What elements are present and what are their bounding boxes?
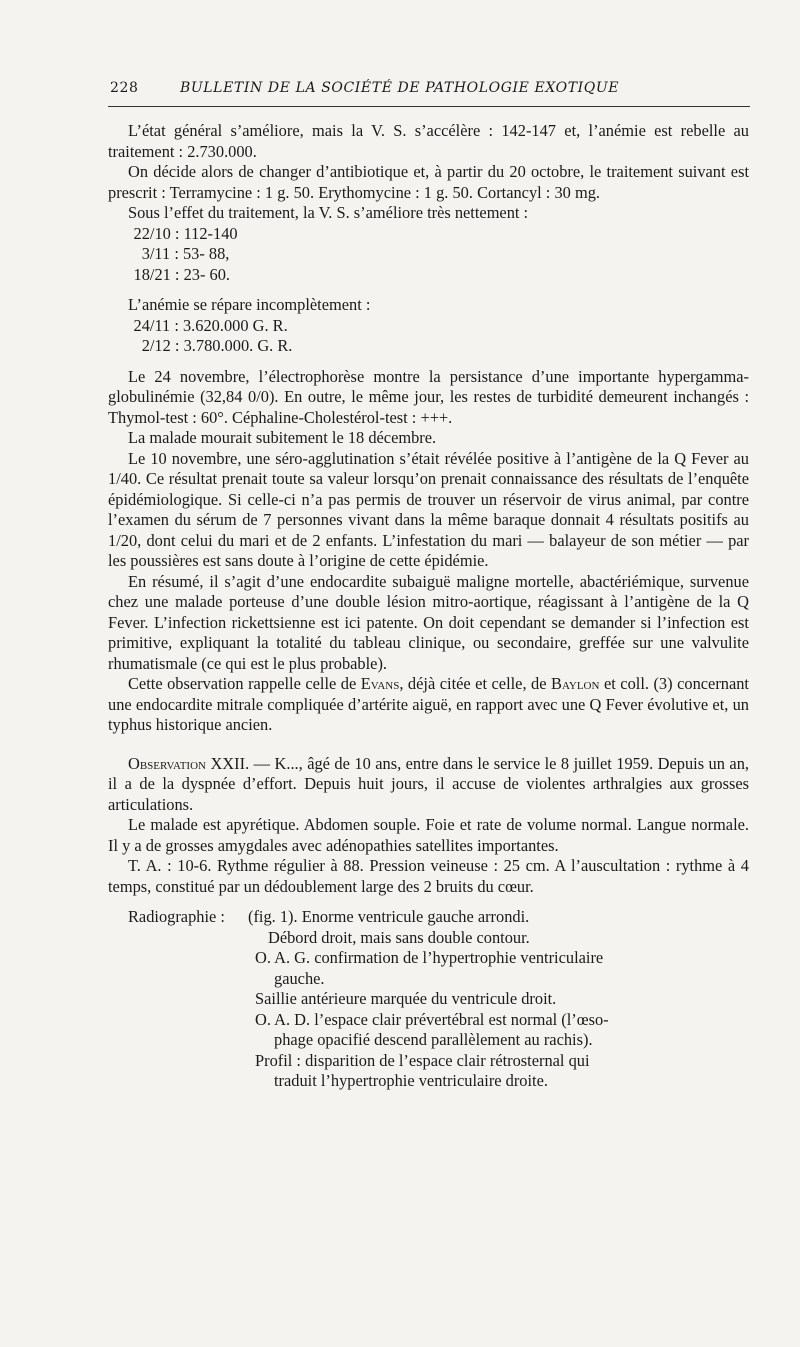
author-name: Baylon [551, 674, 600, 693]
radiography-items [248, 907, 749, 948]
paragraph: L’anémie se répare incomplètement : [128, 295, 371, 314]
paragraph: Sous l’effet du traitement, la V. S. s’améliore très nettement : [128, 203, 529, 222]
paragraph: On décide alors de changer d’antibiotique et, à partir du 20 octobre, le traitement suivant est prescrit : Terramycine : 1 g. 50. Erythomycine : 1 g. 50. Cortancyl : 30 mg. [108, 162, 749, 202]
paragraph: Le malade est apyrétique. Abdomen souple. Foie et rate de volume normal. Langue normale. Il y a de grosses amygdales avec adénopathies satellites importantes. [108, 815, 749, 855]
paragraph-evans: Cette observation rappelle celle de Evans, déjà citée et celle, de Baylon et coll. (3) concernant une endocardite mitrale compliquée d’artérite aiguë, en rapport avec une Q Fever évolutive et, un typhus historique ancien. [108, 674, 749, 734]
radiography-sub-block [108, 948, 749, 1092]
vs-values-list [108, 224, 749, 286]
radiography-line: gauche. [274, 968, 325, 988]
radiography-line: traduit l’hypertrophie ventriculaire droite. [274, 1071, 548, 1090]
paragraph: T. A. : 10-6. Rythme régulier à 88. Pression veineuse : 25 cm. A l’auscultation : rythme à 4 temps, constitué par un dédoublement large des 2 bruits du cœur. [108, 856, 749, 896]
anemia-values-list [108, 316, 749, 357]
list-item: 24/11 : 3.620.000 G. R. [133, 315, 288, 335]
radiography-block [108, 907, 749, 948]
paragraph: L’état général s’améliore, mais la V. S. s’accélère : 142-147 et, l’anémie est rebelle au traitement : 2.730.000. [108, 121, 749, 161]
radiography-line: O. A. D. l’espace clair prévertébral est normal (l’œso- [255, 1009, 609, 1029]
radiography-label: Radiographie : [128, 907, 225, 926]
paragraph: Le 24 novembre, l’électrophorèse montre la persistance d’une importante hypergamma-globulinémie (32,84 0/0). En outre, le même jour, les restes de turbidité demeurent inchangés : Thymol-test : 60°. Céphaline-Cholestérol-test : +++. [108, 366, 749, 427]
list-item: 18/21 : 23- 60. [133, 264, 231, 284]
list-item: 22/10 : 112-140 [133, 223, 238, 243]
journal-title: BULLETIN DE LA SOCIÉTÉ DE PATHOLOGIE EXOTIQUE [180, 80, 620, 96]
observation-paragraph: Observation XXII. — K..., âgé de 10 ans, entre dans le service le 8 juillet 1959. Depuis un an, il a de la dyspnée d’effort. Depuis huit jours, il accuse de violentes arthralgies aux grosses articulations. [108, 753, 749, 814]
list-item: 3/11 : 53- 88, [141, 244, 230, 263]
paragraph: Le 10 novembre, une séro-agglutination s’était révélée positive à l’antigène de la Q Fever au 1/40. Ce résultat prenait toute sa valeur lorsqu’on prenait connaissance des résultats de l’enquête épidémiologique. Si celle-ci n’a pas permis de trouver un réservoir de virus animal, par contre l’examen du sérum de 7 personnes vivant dans la même baraque donnait 4 résultats positifs au 1/20, dont celui du mari et de 2 enfants. L’infestation du mari — balayeur de son métier — par les poussières est sans doute à l’origine de cette épidémie. [108, 448, 749, 570]
observation-label: Observation [128, 753, 206, 773]
paragraph: En résumé, il s’agit d’une endocardite subaiguë maligne mortelle, abactériémique, survenue chez une malade porteuse d’une double lésion mitro-aortique, réagissant à l’antigène de la Q Fever. L’infection rickettsienne est ici patente. On doit cependant se demander si l’infection est primitive, expliquant la totalité du tableau clinique, ou secondaire, greffée sur une valvulite rhumatismale (ce qui est le plus probable). [108, 571, 749, 673]
radiography-line: Débord droit, mais sans double contour. [268, 927, 530, 947]
header-rule [108, 106, 750, 107]
radiography-line: (fig. 1). Enorme ventricule gauche arrondi. [248, 907, 530, 926]
running-header [110, 80, 750, 96]
radiography-line: Profil : disparition de l’espace clair rétrosternal qui [255, 1050, 590, 1070]
body-text [108, 121, 749, 1092]
radiography-line: O. A. G. confirmation de l’hypertrophie ventriculaire [255, 948, 604, 967]
paragraph: La malade mourait subitement le 18 décembre. [128, 428, 437, 447]
author-name: Evans [360, 674, 400, 693]
radiography-line: phage opacifié descend parallèlement au rachis). [274, 1030, 593, 1049]
radiography-line: Saillie antérieure marquée du ventricule droit. [255, 989, 557, 1008]
list-item: 2/12 : 3.780.000. G. R. [141, 336, 293, 355]
page-number: 228 [110, 80, 139, 96]
